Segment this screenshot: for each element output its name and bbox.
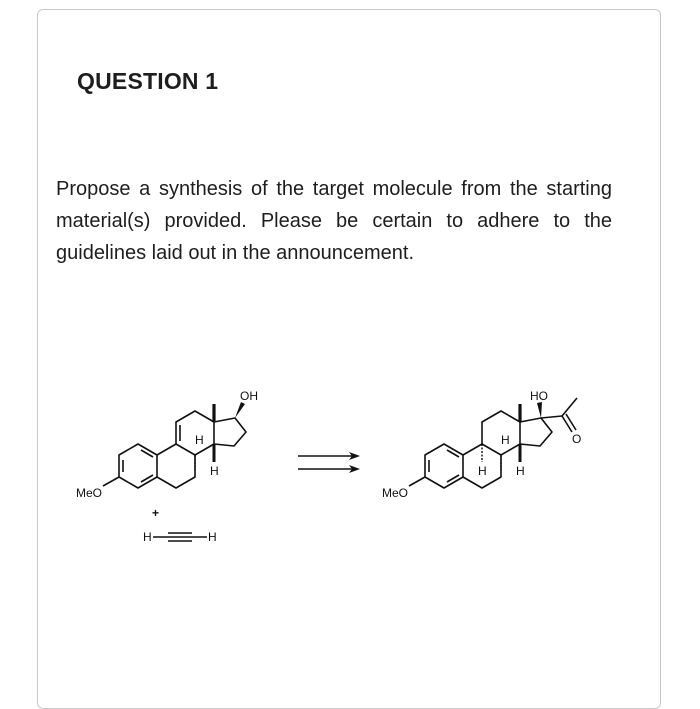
- sm-h-label-2: H: [210, 464, 219, 478]
- target-h-label-1: H: [501, 433, 510, 447]
- target-h-label-3: H: [516, 464, 525, 478]
- acetylene-h-left: H: [143, 530, 152, 544]
- target-structure: [409, 398, 577, 488]
- acetylene-structure: [153, 533, 207, 541]
- sm-meo-label: MeO: [76, 486, 103, 500]
- acetylene-h-right: H: [208, 530, 217, 544]
- question-title: QUESTION 1: [77, 68, 219, 94]
- starting-material-structure: [103, 402, 246, 488]
- target-ketone-o-label: O: [572, 432, 582, 446]
- plus-sign: +: [152, 506, 160, 520]
- sm-oh-label: OH: [240, 389, 258, 403]
- sm-h-label-1: H: [195, 433, 204, 447]
- question-prompt: Propose a synthesis of the target molecule from the starting material(s) provided. Please be certain to adhere to the guidelines laid out in the announcement.: [56, 178, 612, 264]
- target-meo-label: MeO: [382, 486, 409, 500]
- reaction-arrow: [298, 452, 360, 473]
- target-h-label-2: H: [478, 464, 487, 478]
- target-ho-label: HO: [530, 389, 548, 403]
